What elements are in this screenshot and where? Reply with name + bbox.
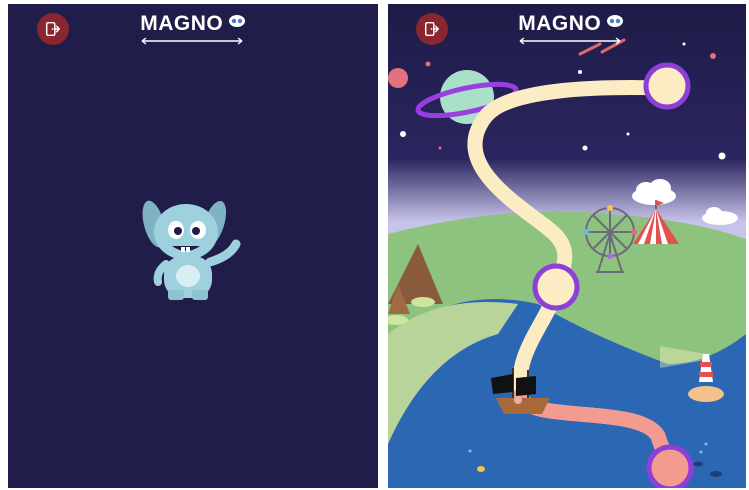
bunny-mascot [136,194,246,304]
level-map [388,4,746,488]
exit-button[interactable] [37,13,69,45]
logo-arrow-icon [140,37,244,45]
eyes-badge-icon [606,14,624,28]
loading-screen [8,4,378,488]
level-map-screen [388,4,746,488]
exit-door-icon [423,20,441,38]
logo-arrow-icon [518,37,622,45]
exit-button[interactable] [416,13,448,45]
exit-door-icon [44,20,62,38]
small-planet [388,68,408,88]
app-logo [138,12,248,44]
app-logo [516,12,626,44]
logo-text: MAGNO [140,12,224,35]
level-node-space[interactable] [646,65,688,107]
logo-text: MAGNO [518,12,602,35]
level-node-sea[interactable] [649,447,691,488]
eyes-badge-icon [228,14,246,28]
level-node-land[interactable] [535,266,577,308]
